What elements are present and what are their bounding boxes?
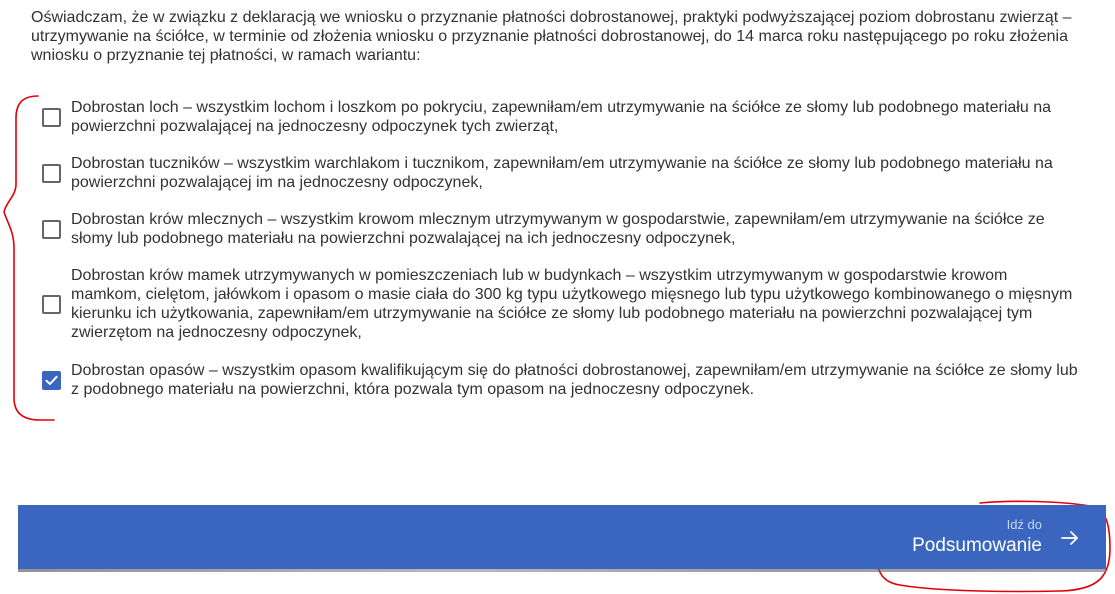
nav-bar-bottom-edge <box>18 569 1106 572</box>
option-dairy-cows-checkbox[interactable] <box>42 220 61 239</box>
option-sows-welfare <box>40 98 1080 138</box>
option-suckler-cows-checkbox[interactable] <box>42 295 61 314</box>
go-to-summary-button[interactable] <box>876 505 1106 569</box>
next-small-label: Idź do <box>1006 517 1042 532</box>
option-fatteners-welfare <box>40 154 1080 194</box>
option-sows-checkbox[interactable] <box>42 108 61 127</box>
option-sows-label[interactable]: Dobrostan loch – wszystkim lochom i loszkom po pokryciu, zapewniłam/em utrzymywanie na ściółce ze słomy lub podobnego materiału na powierzchni pozwalającej na jednoczesny odpoczynek tych zwierząt, <box>71 99 1051 135</box>
arrow-right-icon <box>1060 528 1080 548</box>
option-dairy-cows-label[interactable]: Dobrostan krów mlecznych – wszystkim krowom mlecznym utrzymywanym w gospodarstwie, zapewniłam/em utrzymywanie na ściółce ze słomy lub podobnego materiału na powierzchni pozwalającej na ich jednoczesny odpoczynek, <box>71 211 1045 247</box>
next-big-label: Podsumowanie <box>912 535 1042 556</box>
option-fatteners-label[interactable]: Dobrostan tuczników – wszystkim warchlakom i tucznikom, zapewniłam/em utrzymywanie na ściółce ze słomy lub podobnego materiału na powierzchni pozwalającej im na jednoczesny odpoczynek, <box>71 155 1053 191</box>
option-feeder-cattle-label[interactable]: Dobrostan opasów – wszystkim opasom kwalifikującym się do płatności dobrostanowej, zapewniłam/em utrzymywanie na ściółce ze słomy lub z podobnego materiału na powierzchni, która pozwala tym opasom na jednoczesny odpoczynek. <box>71 362 1078 398</box>
checkmark-icon <box>44 373 59 388</box>
bottom-navigation-bar <box>18 505 1106 569</box>
declaration-intro-text: Oświadczam, że w związku z deklaracją we wniosku o przyznanie płatności dobrostanowej, praktyki podwyższającej poziom dobrostanu zwierząt – utrzymywanie na ściółce, w terminie od złożenia wniosku o przyznanie płatności dobrostanowej, do 14 marca roku następującego po roku złożenia wniosku o przyznanie tej płatności, w ramach wariantu: <box>31 9 1072 64</box>
option-suckler-cows-welfare <box>40 266 1080 346</box>
option-fatteners-checkbox[interactable] <box>42 164 61 183</box>
option-feeder-cattle-checkbox[interactable] <box>42 371 61 390</box>
option-suckler-cows-label[interactable]: Dobrostan krów mamek utrzymywanych w pomieszczeniach lub w budynkach – wszystkim utrzymywanym w gospodarstwie krowom mamkom, cielętom, jałówkom i opasom o masie ciała do 300 kg typu użytkowego mięsnego lub typu użytkowego kombinowanego o mięsnym kierunku ich użytkowania, zapewniłam/em utrzymywanie na ściółce ze słomy lub podobnego materiału na powierzchni pozwalającej tym zwierzętom na jednoczesny odpoczynek, <box>71 267 1073 341</box>
option-dairy-cows-welfare <box>40 210 1080 250</box>
option-feeder-cattle-welfare <box>40 361 1080 401</box>
